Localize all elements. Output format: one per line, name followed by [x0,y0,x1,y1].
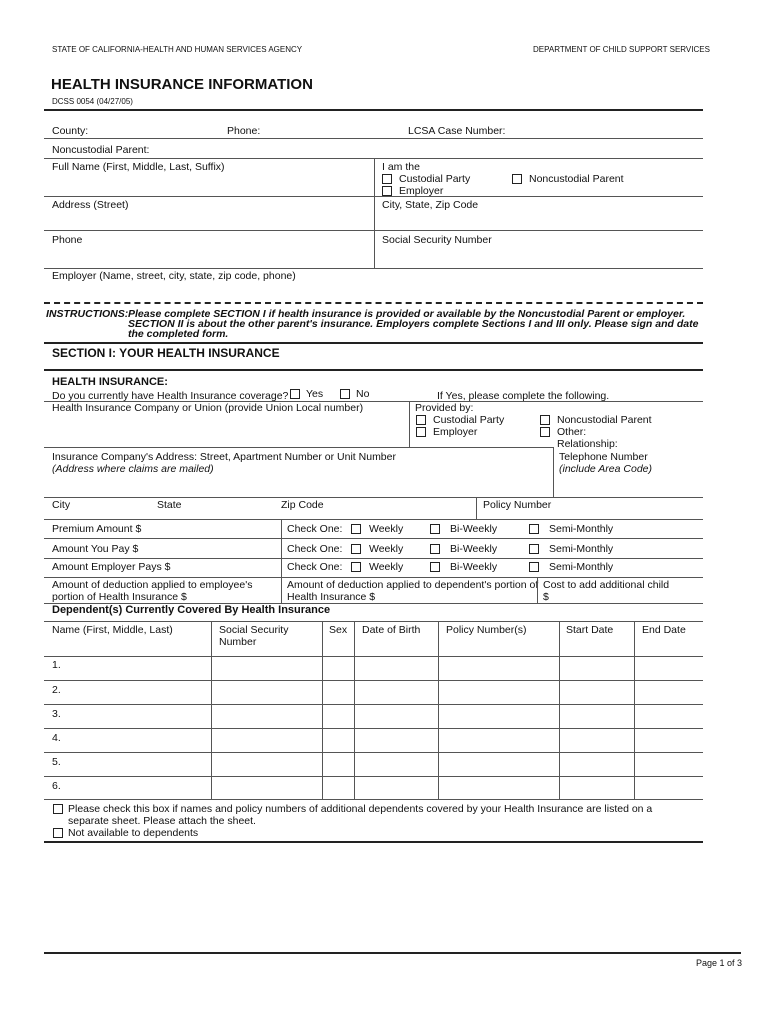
table-row[interactable]: 3. [52,708,61,720]
dep-col-name: Name (First, Middle, Last) [52,624,173,636]
provided-noncustodial-checkbox[interactable] [540,415,550,425]
employer-pays-weekly-checkbox[interactable] [351,562,361,572]
county-label: County: [52,125,89,137]
additional-dependents-checkbox[interactable] [53,804,63,814]
not-available-checkbox[interactable] [53,828,63,838]
area-code-note: (include Area Code) [559,463,652,475]
dep-col-ssn-line-2: Number [219,636,257,648]
premium-biweekly-checkbox[interactable] [430,524,440,534]
employer-pays-semimonthly-checkbox[interactable] [529,562,539,572]
custodial-party-label: Custodial Party [399,173,471,185]
phone-field[interactable]: Phone [52,234,83,246]
provided-other-label: Other: [557,426,587,438]
lcsa-case-label: LCSA Case Number: [408,125,506,137]
you-pay-biweekly-checkbox[interactable] [430,544,440,554]
insurance-address-field[interactable]: Insurance Company's Address: Street, Apartment Number or Unit Number [52,451,396,463]
you-pay-semimonthly-checkbox[interactable] [529,544,539,554]
premium-amount-field[interactable]: Premium Amount $ [52,523,142,535]
provided-custodial-label: Custodial Party [433,414,505,426]
if-yes-note: If Yes, please complete the following. [437,390,610,402]
instructions-line-1: Please complete SECTION I if health insurance is provided or available by the Noncustodial Parent or employer. [128,308,686,320]
dependents-heading: Dependent(s) Currently Covered By Health Insurance [52,604,331,616]
policy-number-field[interactable]: Policy Number [483,499,552,511]
dep-col-dob: Date of Birth [362,624,421,636]
table-row[interactable]: 1. [52,659,61,671]
noncustodial-parent-label: Noncustodial Parent [529,173,624,185]
you-pay-semimonthly-label: Semi-Monthly [549,543,614,555]
coverage-yes-label: Yes [306,388,324,400]
additional-dependents-label: Please check this box if names and policy numbers of additional dependents covered by your Health Insurance are listed on a [68,803,653,815]
provided-by-label: Provided by: [415,402,474,414]
coverage-no-label: No [356,388,370,400]
premium-weekly-checkbox[interactable] [351,524,361,534]
table-row[interactable]: 2. [52,684,61,696]
health-insurance-heading: HEALTH INSURANCE: [52,376,168,388]
noncustodial-parent-checkbox[interactable] [512,174,522,184]
you-pay-weekly-checkbox[interactable] [351,544,361,554]
insurance-company-field[interactable]: Health Insurance Company or Union (provide Union Local number) [52,402,364,414]
amount-you-pay-field[interactable]: Amount You Pay $ [52,543,139,555]
section-1-title: SECTION I: YOUR HEALTH INSURANCE [52,346,280,360]
telephone-field[interactable]: Telephone Number [559,451,648,463]
instructions-line-3: the completed form. [128,328,229,340]
not-available-label: Not available to dependents [68,827,199,839]
dep-col-ssn: Social Security [219,624,289,636]
employer-pays-semimonthly-label: Semi-Monthly [549,561,614,573]
full-name-field[interactable]: Full Name (First, Middle, Last, Suffix) [52,161,225,173]
table-row[interactable]: 4. [52,732,61,744]
you-pay-biweekly-label: Bi-Weekly [450,543,498,555]
i-am-the-label: I am the [382,161,420,173]
provided-employer-label: Employer [433,426,478,438]
city-field[interactable]: City [52,499,71,511]
dep-col-sex: Sex [329,624,348,636]
state-field[interactable]: State [157,499,182,511]
title-rule [44,109,703,111]
employer-pays-weekly-label: Weekly [369,561,404,573]
page-number: Page 1 of 3 [696,958,743,968]
instructions-label: INSTRUCTIONS: [46,308,129,320]
custodial-party-checkbox[interactable] [382,174,392,184]
phone-label: Phone: [227,125,261,137]
dep-col-start: Start Date [566,624,614,636]
dependent-deduction-line-2: Health Insurance $ [287,591,376,603]
table-row[interactable]: 5. [52,756,61,768]
premium-biweekly-label: Bi-Weekly [450,523,498,535]
coverage-no-checkbox[interactable] [340,389,350,399]
department-header: DEPARTMENT OF CHILD SUPPORT SERVICES [533,45,710,54]
employer-pays-field[interactable]: Amount Employer Pays $ [52,561,171,573]
footer-rule [44,952,741,954]
check-one-label-1: Check One: [287,523,343,535]
coverage-question: Do you currently have Health Insurance coverage? [52,390,289,402]
employee-deduction-field[interactable]: Amount of deduction applied to employee's [52,579,253,591]
premium-semimonthly-checkbox[interactable] [529,524,539,534]
additional-child-cost-line-2: $ [543,591,549,603]
instructions-line-2: SECTION II is about the other parent's insurance. Employers complete Sections I and III only. Please sign and date [128,318,699,330]
provided-custodial-checkbox[interactable] [416,415,426,425]
coverage-yes-checkbox[interactable] [290,389,300,399]
table-row[interactable]: 6. [52,780,61,792]
insurance-address-note: (Address where claims are mailed) [52,463,214,475]
zip-field[interactable]: Zip Code [281,499,324,511]
form-number: DCSS 0054 (04/27/05) [52,97,133,106]
provided-employer-checkbox[interactable] [416,427,426,437]
noncustodial-parent-heading: Noncustodial Parent: [52,144,150,156]
dependent-deduction-field[interactable]: Amount of deduction applied to dependent's portion of [287,579,539,591]
employer-pays-biweekly-label: Bi-Weekly [450,561,498,573]
you-pay-weekly-label: Weekly [369,543,404,555]
address-street-field[interactable]: Address (Street) [52,199,129,211]
employer-info-field[interactable]: Employer (Name, street, city, state, zip code, phone) [52,270,296,282]
dep-col-policy: Policy Number(s) [446,624,527,636]
employee-deduction-line-2: portion of Health Insurance $ [52,591,187,603]
page-title: HEALTH INSURANCE INFORMATION [51,76,313,93]
employer-pays-biweekly-checkbox[interactable] [430,562,440,572]
check-one-label-2: Check One: [287,543,343,555]
provided-noncustodial-label: Noncustodial Parent [557,414,652,426]
premium-semimonthly-label: Semi-Monthly [549,523,614,535]
employer-checkbox[interactable] [382,186,392,196]
dep-col-end: End Date [642,624,686,636]
additional-child-cost-field[interactable]: Cost to add additional child [543,579,670,591]
city-state-zip-field[interactable]: City, State, Zip Code [382,199,479,211]
employer-label: Employer [399,185,444,197]
agency-header: STATE OF CALIFORNIA-HEALTH AND HUMAN SERVICES AGENCY [52,45,303,54]
provided-other-checkbox[interactable] [540,427,550,437]
additional-dependents-label-line-2: separate sheet. Please attach the sheet. [68,815,256,827]
ssn-field[interactable]: Social Security Number [382,234,492,246]
relationship-label: Relationship: [557,438,618,450]
premium-weekly-label: Weekly [369,523,404,535]
check-one-label-3: Check One: [287,561,343,573]
